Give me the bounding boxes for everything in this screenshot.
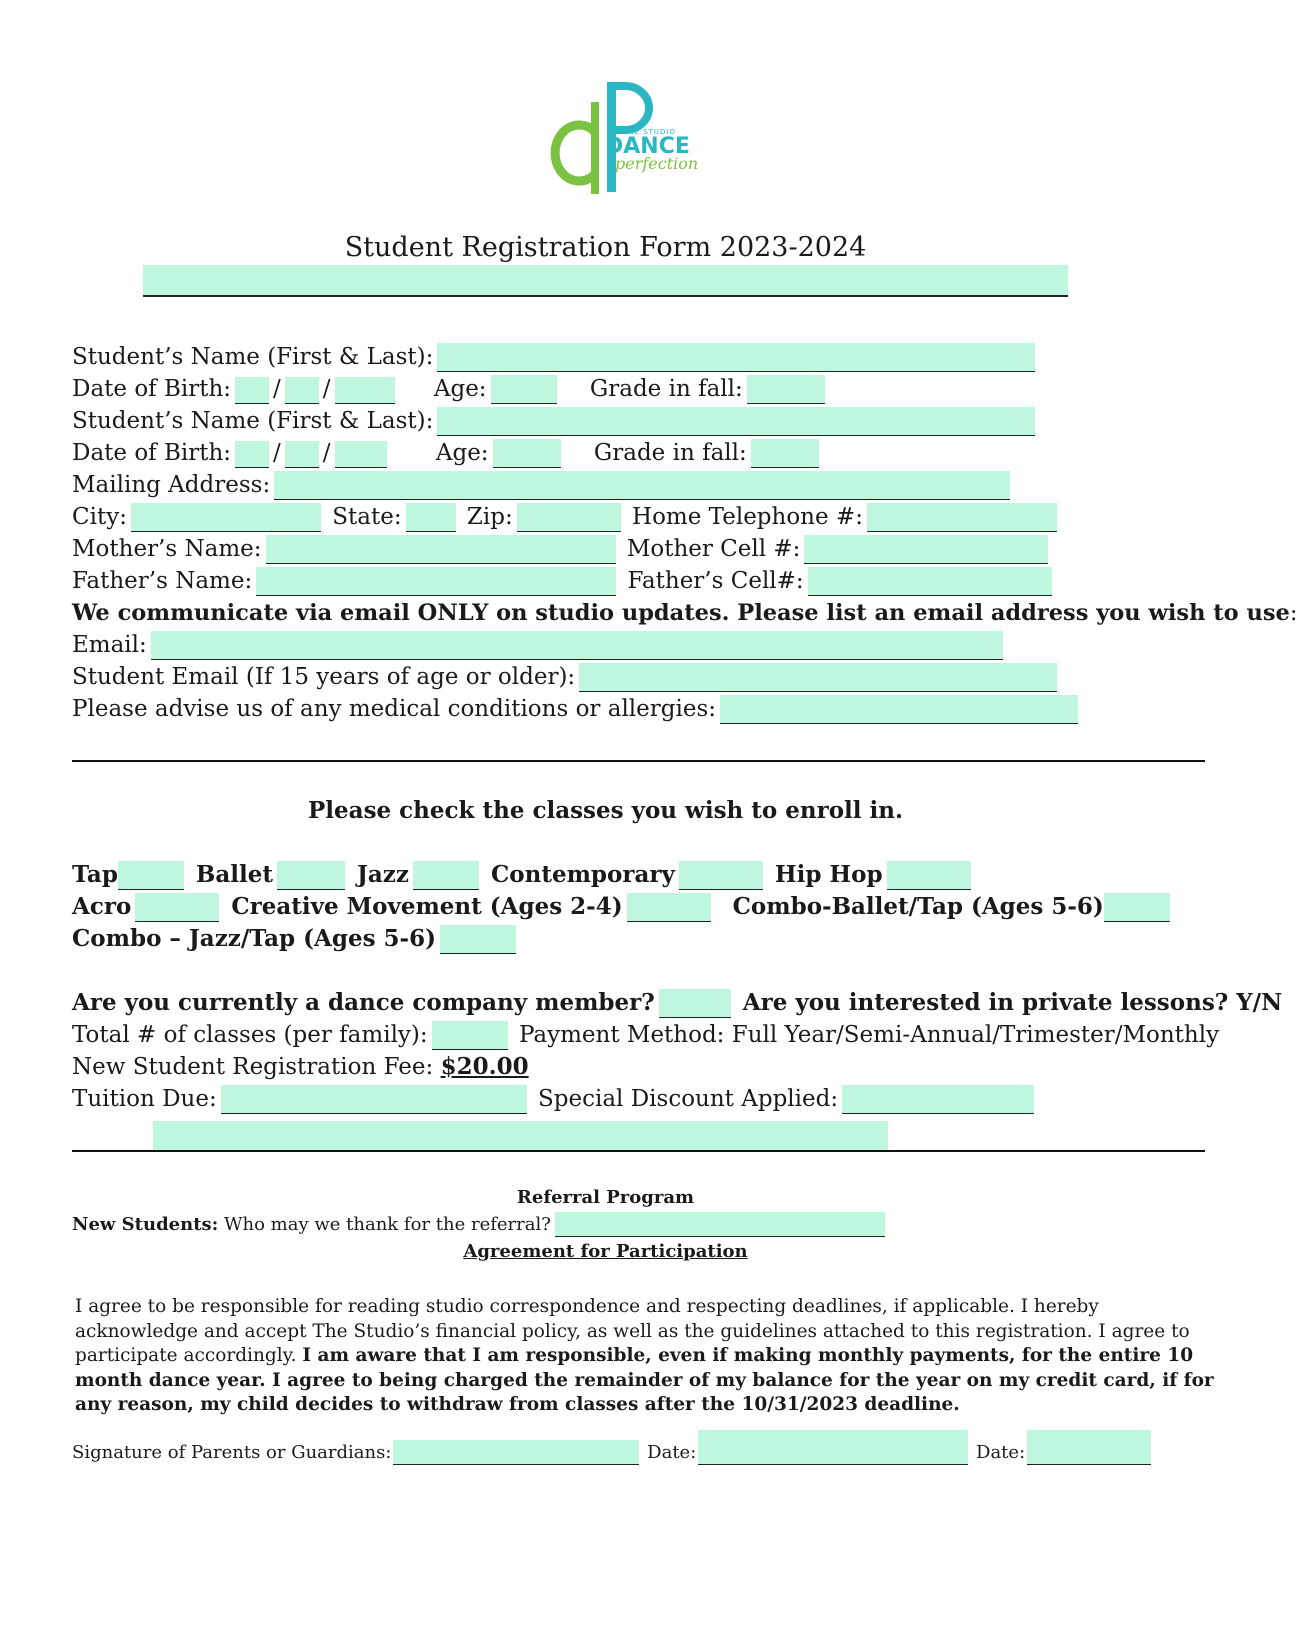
logo-script-text: perfection (615, 154, 699, 173)
class-creative-label: Creative Movement (Ages 2-4) (231, 893, 623, 920)
student2-dob-month-field[interactable] (235, 441, 269, 468)
zip-field[interactable] (517, 503, 621, 532)
date-label-1: Date: (647, 1442, 697, 1463)
student2-dob-year-field[interactable] (335, 441, 387, 468)
student2-grade-field[interactable] (751, 439, 819, 468)
email-notice: We communicate via email ONLY on studio updates. Please list an email address you wish to use (72, 600, 1290, 626)
total-classes-field[interactable] (432, 1021, 508, 1050)
section-divider-2 (72, 1150, 1205, 1152)
class-ballet-label: Ballet (195, 861, 273, 888)
classes-heading: Please check the classes you wish to enroll in. (308, 797, 903, 824)
class-contemporary-label: Contemporary (490, 861, 675, 888)
logo-small-text: THE STUDIO (623, 128, 676, 136)
mother-cell-field[interactable] (804, 535, 1048, 564)
student1-dob-label: Date of Birth: (72, 376, 232, 402)
student1-dob-year-field[interactable] (335, 377, 395, 404)
student1-grade-label: Grade in fall: (589, 376, 743, 402)
referral-field[interactable] (555, 1212, 885, 1237)
medical-field[interactable] (720, 695, 1078, 724)
class-creative-checkbox[interactable] (627, 893, 711, 922)
agreement-text-bold: I am aware that I am responsible, even if making monthly payments, for the entire 10 month dance year. I agree to being charged the remainder of my balance for the year on my credit card, if for any reason, my child decides to withdraw from classes after the 10/31/2023 deadline. (75, 1345, 1214, 1415)
discount-label: Special Discount Applied: (538, 1086, 839, 1112)
student1-age-field[interactable] (491, 375, 557, 404)
class-jazz-checkbox[interactable] (413, 861, 479, 890)
logo-big-text: DANCE (605, 134, 690, 159)
reg-fee-value: $20.00 (440, 1053, 529, 1080)
agreement-heading: Agreement for Participation (463, 1241, 748, 1262)
title-field[interactable] (143, 265, 1068, 297)
tuition-field[interactable] (221, 1085, 527, 1114)
company-member-label: Are you currently a dance company member? (72, 989, 655, 1016)
studio-logo (565, 82, 710, 192)
father-name-label: Father’s Name: (72, 568, 253, 594)
mother-name-field[interactable] (266, 535, 616, 564)
father-cell-field[interactable] (808, 567, 1052, 596)
referral-question: Who may we thank for the referral? (224, 1214, 551, 1235)
referral-heading: Referral Program (516, 1187, 695, 1208)
email-notice-colon: : (1289, 600, 1297, 626)
new-students-label: New Students: (72, 1214, 219, 1235)
date-label-2: Date: (976, 1442, 1026, 1463)
class-combo-jazz-tap-label: Combo – Jazz/Tap (Ages 5-6) (72, 925, 436, 952)
state-label: State: (332, 504, 402, 530)
class-combo-ballet-tap-checkbox[interactable] (1104, 893, 1170, 922)
class-acro-label: Acro (72, 893, 132, 920)
payment-method-label: Payment Method: Full Year/Semi-Annual/Trimester/Monthly (518, 1022, 1220, 1048)
state-field[interactable] (406, 503, 456, 532)
mother-name-label: Mother’s Name: (72, 536, 262, 562)
email-field[interactable] (151, 631, 1003, 660)
student1-dob-day-field[interactable] (285, 377, 319, 404)
mailing-address-label: Mailing Address: (72, 472, 271, 498)
student-email-label: Student Email (If 15 years of age or older): (72, 664, 576, 690)
student1-name-label: Student’s Name (First & Last): (72, 344, 434, 370)
class-acro-checkbox[interactable] (135, 893, 219, 922)
father-cell-label: Father’s Cell#: (627, 568, 804, 594)
company-member-field[interactable] (659, 989, 731, 1018)
student2-age-label: Age: (435, 440, 489, 466)
city-field[interactable] (131, 503, 321, 532)
total-classes-label: Total # of classes (per family): (72, 1022, 428, 1048)
tuition-label: Tuition Due: (72, 1086, 217, 1112)
student2-name-label: Student’s Name (First & Last): (72, 408, 434, 434)
signature-label: Signature of Parents or Guardians: (72, 1442, 392, 1463)
class-contemporary-checkbox[interactable] (679, 861, 763, 890)
class-ballet-checkbox[interactable] (277, 861, 345, 890)
class-hiphop-checkbox[interactable] (887, 861, 971, 890)
class-tap-checkbox[interactable] (118, 861, 184, 890)
student2-grade-label: Grade in fall: (593, 440, 747, 466)
agreement-text (75, 1295, 1215, 1418)
class-tap-label: Tap (72, 861, 118, 888)
class-combo-ballet-tap-label: Combo-Ballet/Tap (Ages 5-6) (732, 893, 1104, 920)
reg-fee-label: New Student Registration Fee: (72, 1054, 434, 1080)
section-divider-1 (72, 760, 1205, 762)
medical-label: Please advise us of any medical conditions or allergies: (72, 696, 716, 722)
class-hiphop-label: Hip Hop (774, 861, 883, 888)
home-phone-field[interactable] (867, 503, 1057, 532)
city-label: City: (72, 504, 127, 530)
discount-field[interactable] (842, 1085, 1034, 1114)
student1-name-field[interactable] (437, 343, 1035, 372)
class-jazz-label: Jazz (357, 861, 409, 888)
student2-name-field[interactable] (437, 407, 1035, 436)
student2-age-field[interactable] (493, 439, 561, 468)
student1-grade-field[interactable] (747, 375, 825, 404)
date-field-1[interactable] (698, 1430, 968, 1465)
email-label: Email: (72, 632, 147, 658)
student1-dob-month-field[interactable] (235, 377, 269, 404)
agreement-text-normal: I agree to be responsible for reading studio correspondence and respecting deadlines, if applicable. I hereby acknowledge and accept The Studio’s financial policy, as well as the guidelines attached to this registration. I agree to participate accordingly. (75, 1296, 1190, 1366)
father-name-field[interactable] (256, 567, 616, 596)
mother-cell-label: Mother Cell #: (626, 536, 801, 562)
class-combo-jazz-tap-checkbox[interactable] (440, 925, 516, 954)
student-email-field[interactable] (579, 663, 1057, 692)
notes-field[interactable] (153, 1121, 888, 1151)
date-field-2[interactable] (1027, 1430, 1151, 1465)
page-title: Student Registration Form 2023-2024 (344, 232, 867, 263)
student1-age-label: Age: (433, 376, 487, 402)
mailing-address-field[interactable] (274, 471, 1010, 500)
signature-field[interactable] (393, 1440, 639, 1465)
student2-dob-label: Date of Birth: (72, 440, 232, 466)
student2-dob-day-field[interactable] (285, 441, 319, 468)
private-lessons-label: Are you interested in private lessons? Y/N (742, 989, 1283, 1016)
zip-label: Zip: (466, 504, 513, 530)
home-phone-label: Home Telephone #: (632, 504, 863, 530)
